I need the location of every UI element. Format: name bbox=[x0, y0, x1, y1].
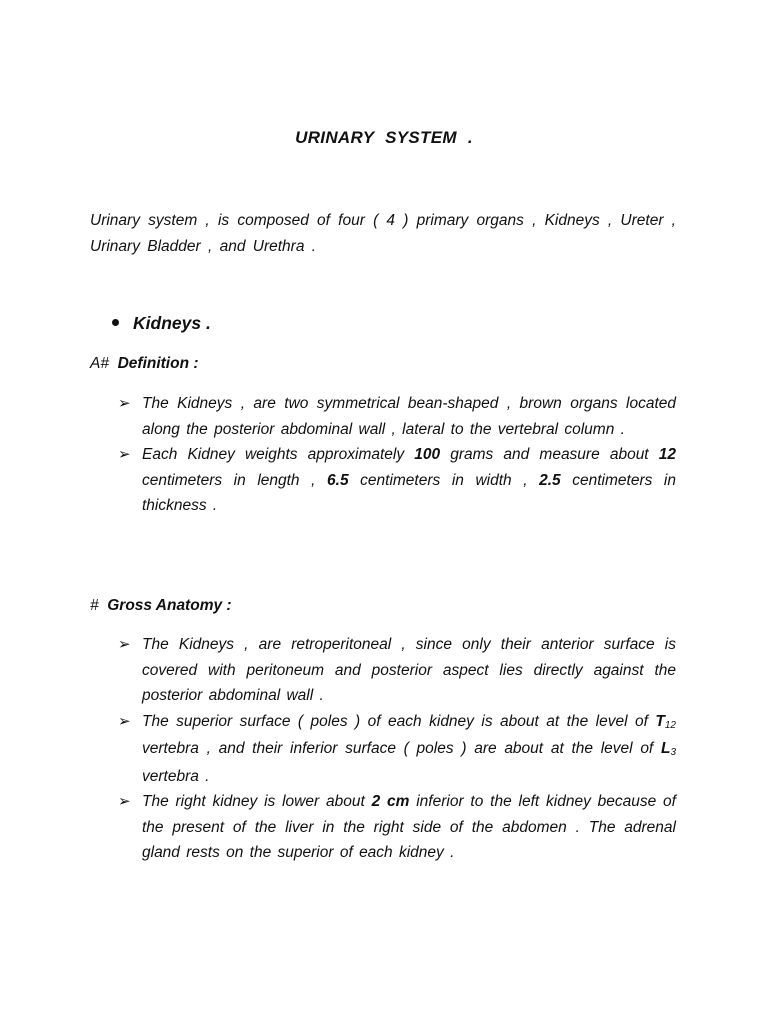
arrow-bullet-icon: ➢ bbox=[118, 712, 131, 730]
text-run: centimeters in length , bbox=[142, 471, 328, 489]
arrow-bullet-icon: ➢ bbox=[118, 395, 131, 412]
text-run: vertebra , and their inferior surface ( poles ) are about at the level of bbox=[142, 740, 661, 757]
definition-heading bbox=[90, 355, 199, 373]
list-item bbox=[118, 391, 676, 442]
definition-prefix: A# bbox=[90, 355, 109, 372]
text-run: inferior to the left kidney because of the present of the liver in the right side of the abdomen . The adrenal gland rests on the superior of each kidney . bbox=[142, 793, 676, 861]
list-item bbox=[118, 709, 676, 790]
distance-value: 2 cm bbox=[371, 793, 410, 810]
gross-anatomy-prefix: # bbox=[90, 597, 99, 614]
intro-paragraph: Urinary system , is composed of four ( 4 ) primary organs , Kidneys , Ureter , Urinary Bladder , and Urethra . bbox=[90, 212, 676, 255]
page-title: URINARY SYSTEM . bbox=[295, 128, 473, 147]
gross-item-1: The Kidneys , are retroperitoneal , since only their anterior surface is covered with peritoneum and posterior aspect lies directly against the posterior abdominal wall . bbox=[142, 636, 676, 704]
arrow-bullet-icon: ➢ bbox=[118, 636, 131, 653]
gross-anatomy-heading bbox=[90, 597, 232, 615]
text-run: Each Kidney weights approximately bbox=[142, 446, 415, 463]
list-item bbox=[118, 632, 676, 709]
vertebra-l-number: 3 bbox=[670, 747, 676, 758]
text-run: grams and measure about bbox=[440, 446, 659, 463]
text-run: The superior surface ( poles ) of each kidney is about at the level of bbox=[142, 712, 656, 730]
kidneys-heading bbox=[112, 313, 211, 334]
text-run: The right kidney is lower about bbox=[142, 793, 372, 810]
gross-anatomy-list bbox=[118, 632, 676, 866]
vertebra-t-number: 12 bbox=[664, 719, 676, 731]
thickness-value: 2.5 bbox=[539, 471, 561, 489]
text-run: centimeters in width , bbox=[348, 471, 540, 489]
list-item bbox=[118, 789, 676, 866]
gross-anatomy-label: Gross Anatomy : bbox=[107, 597, 232, 614]
width-value: 6.5 bbox=[327, 471, 349, 489]
vertebra-l: L bbox=[660, 740, 671, 757]
list-item bbox=[118, 442, 676, 519]
text-run: centimeters in thickness . bbox=[142, 471, 676, 514]
kidneys-heading-text: Kidneys . bbox=[133, 313, 211, 333]
weight-value: 100 bbox=[414, 446, 441, 463]
bullet-icon bbox=[112, 319, 119, 326]
arrow-bullet-icon: ➢ bbox=[118, 446, 131, 463]
definition-item-1: The Kidneys , are two symmetrical bean-shaped , brown organs located along the posterior abdominal wall , lateral to the vertebral column . bbox=[142, 395, 676, 438]
length-value: 12 bbox=[658, 446, 676, 463]
definition-label: Definition : bbox=[117, 355, 199, 372]
definition-list bbox=[118, 391, 676, 519]
text-run: vertebra . bbox=[142, 767, 210, 785]
vertebra-t: T bbox=[655, 712, 665, 730]
arrow-bullet-icon: ➢ bbox=[118, 793, 131, 810]
